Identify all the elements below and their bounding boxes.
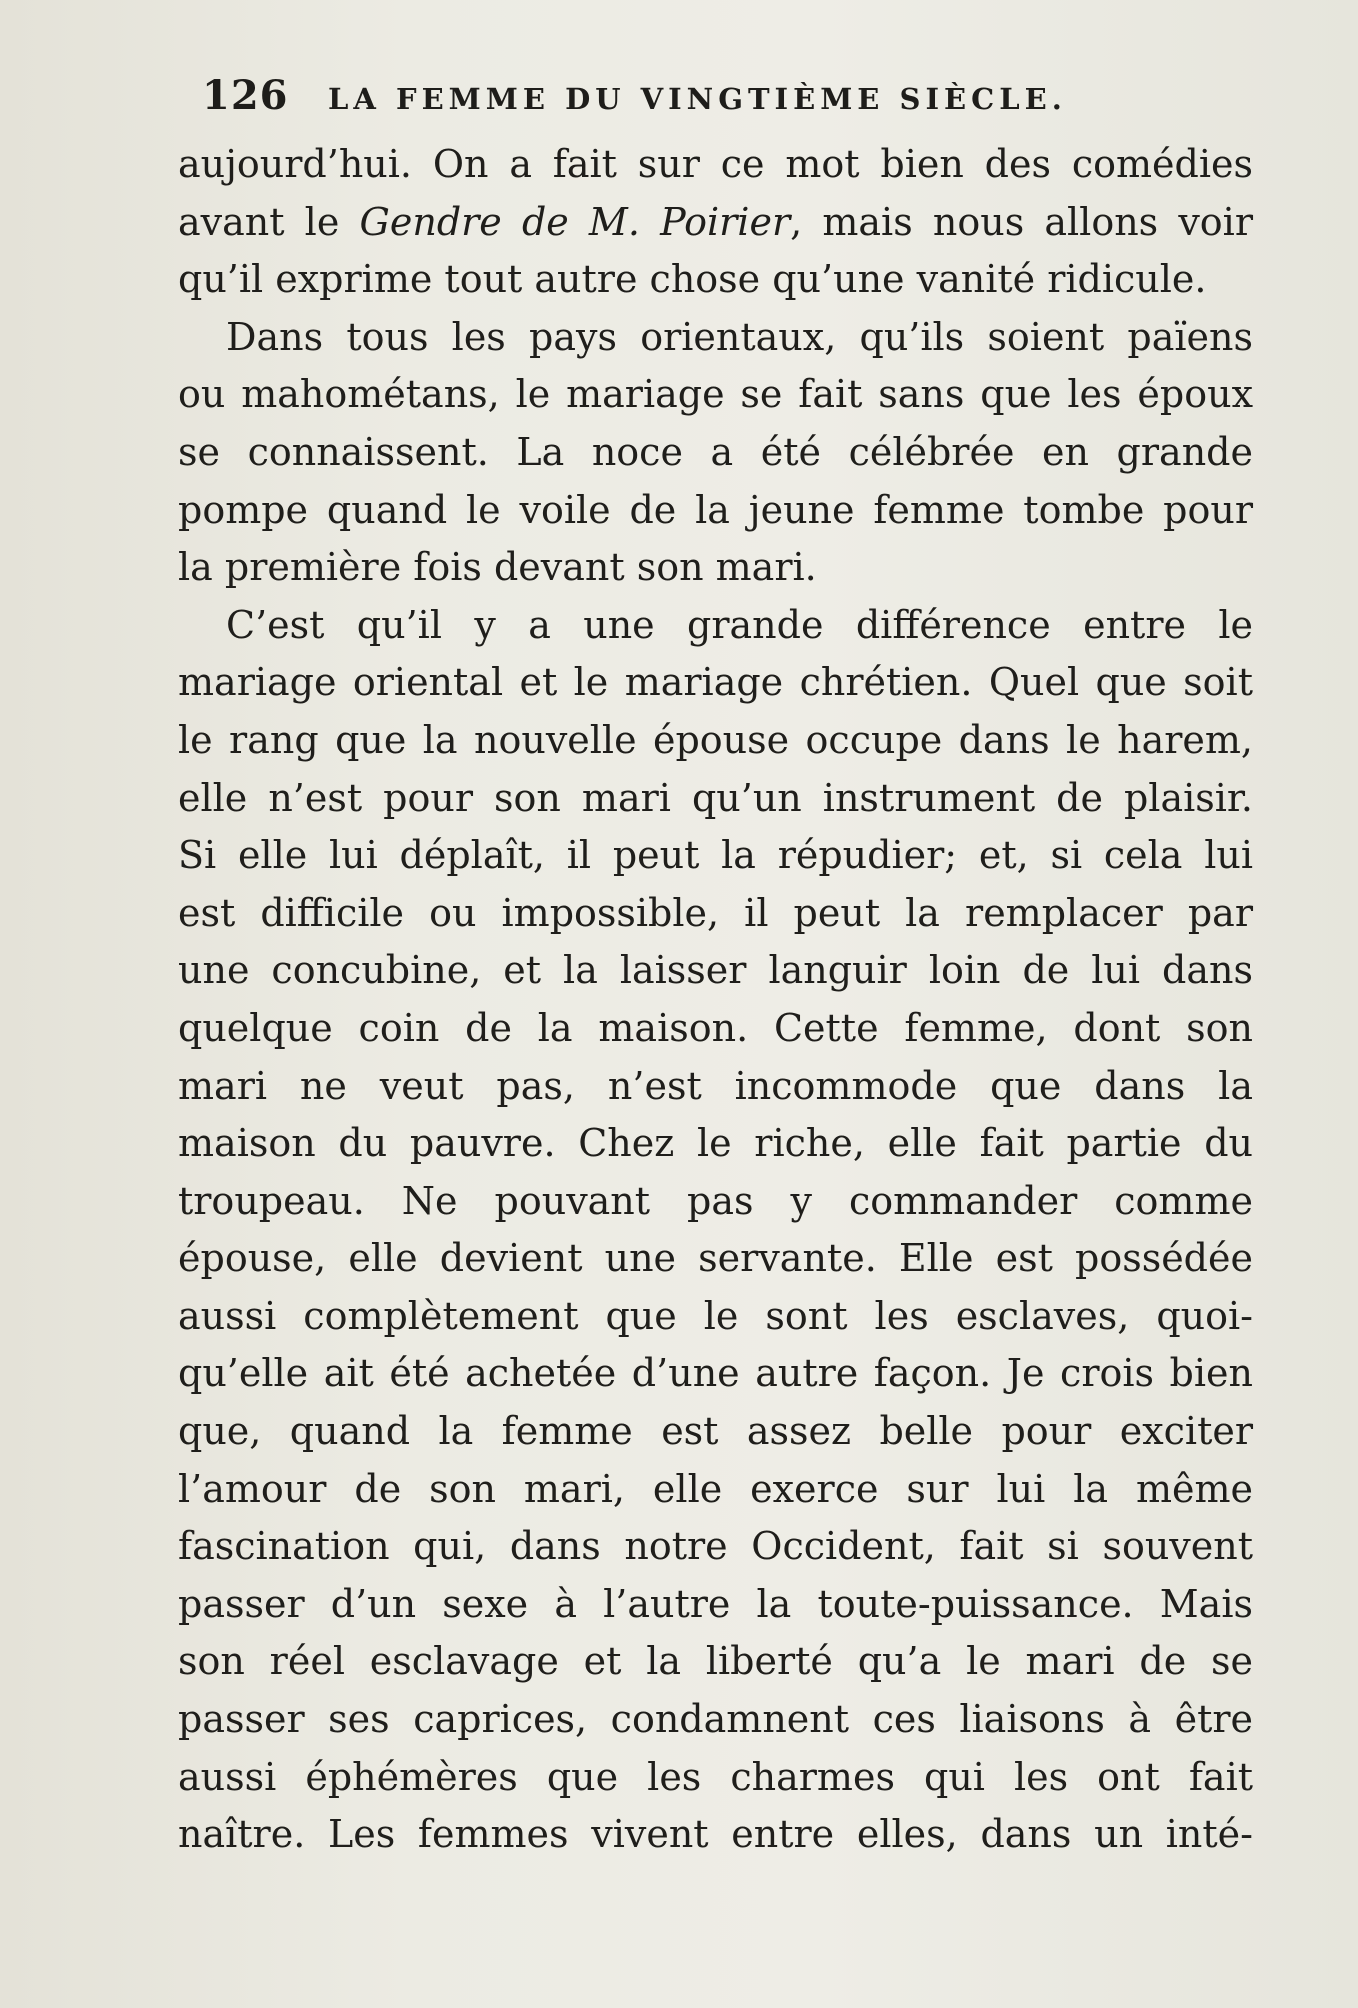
text-line: aussi complètement que le sont les esclaves, quoi- [178,1293,1253,1338]
text-line: elle n’est pour son mari qu’un instrument de plaisir. [178,775,1253,820]
text-line: qu’il exprime tout autre chose qu’une vanité ridicule. [178,257,1207,302]
text-line: qu’elle ait été achetée d’une autre façon. Je crois bien [178,1351,1253,1396]
running-title: LA FEMME DU VINGTIÈME SIÈCLE. [328,82,1067,116]
text-line: quelque coin de la maison. Cette femme, dont son [178,1005,1253,1050]
paragraph-first-line: Dans tous les pays orientaux, qu’ils soient païens [226,314,1253,359]
text-line: l’amour de son mari, elle exerce sur lui la même [178,1466,1253,1511]
text-line: la première fois devant son mari. [178,545,817,590]
running-head [202,72,1142,132]
text-line: mari ne veut pas, n’est incommode que dans la [178,1063,1253,1108]
text-line: son réel esclavage et la liberté qu’a le mari de se [178,1639,1253,1684]
text-line: aussi éphémères que les charmes qui les ont fait [178,1754,1253,1799]
paragraph-first-line: C’est qu’il y a une grande différence entre le [226,602,1253,647]
text-line: fascination qui, dans notre Occident, fait si souvent [178,1524,1253,1569]
text-line: le rang que la nouvelle épouse occupe dans le harem, [178,717,1253,762]
text-line [178,194,1253,252]
text-line: une concubine, et la laisser languir loin de lui dans [178,948,1253,993]
text-line: troupeau. Ne pouvant pas y commander comme [178,1178,1253,1223]
text-line: que, quand la femme est assez belle pour exciter [178,1409,1253,1454]
text-line: passer d’un sexe à l’autre la toute-puissance. Mais [178,1581,1253,1626]
text-line: mariage oriental et le mariage chrétien. Quel que soit [178,660,1253,705]
text-line: ou mahométans, le mariage se fait sans que les époux [178,372,1253,417]
text-line: est difficile ou impossible, il peut la remplacer par [178,890,1253,935]
text-line: passer ses caprices, condamnent ces liaisons à être [178,1697,1253,1742]
page-number: 126 [202,72,289,119]
text-line: pompe quand le voile de la jeune femme tombe pour [178,487,1253,532]
text-line: naître. Les femmes vivent entre elles, dans un inté- [178,1812,1253,1857]
text-line: aujourd’hui. On a fait sur ce mot bien des comédies [178,142,1253,186]
text-line: maison du pauvre. Chez le riche, elle fait partie du [178,1121,1253,1166]
text-line: Si elle lui déplaît, il peut la répudier; et, si cela lui [178,833,1253,878]
text-line: épouse, elle devient une servante. Elle est possédée [178,1236,1253,1281]
text-fragment: , mais nous allons voir [790,199,1254,244]
body-text [178,136,1253,1864]
text-line: se connaissent. La noce a été célébrée en grande [178,429,1253,474]
italic-title: Gendre de M. Poirier [359,199,791,244]
text-fragment: avant le [178,199,360,244]
